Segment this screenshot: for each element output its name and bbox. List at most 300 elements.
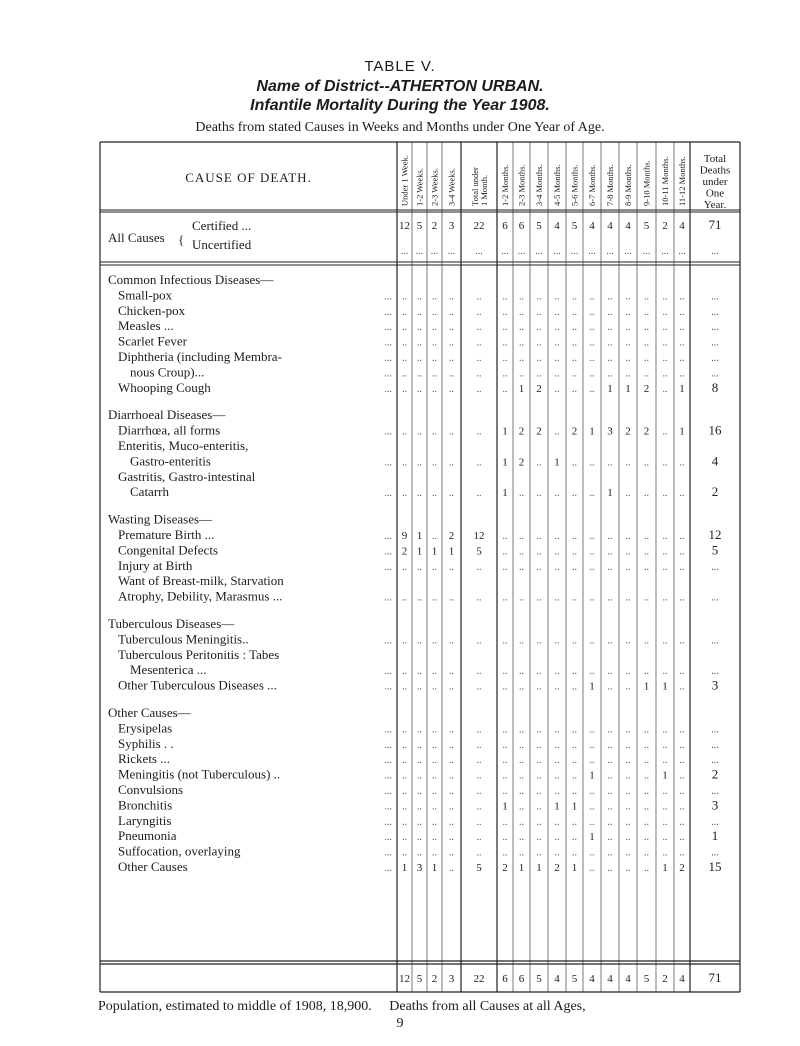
cause-label: Other Tuberculous Diseases ... [118, 677, 277, 693]
empty-mark: .. [662, 739, 668, 751]
cause-label: Mesenterica ... [130, 662, 207, 678]
age-column-header: 1 Month. [479, 174, 489, 206]
cell-value: 1 [502, 800, 508, 813]
cause-label: Premature Birth ... [118, 527, 215, 542]
empty-mark: .. [449, 488, 454, 500]
empty-mark: .. [519, 635, 524, 647]
empty-mark: .. [589, 863, 595, 874]
empty-mark: .. [502, 561, 508, 573]
cell-value: 1 [502, 425, 508, 438]
empty-mark: .. [417, 847, 422, 859]
leader-dots: ... [384, 666, 392, 678]
empty-mark: .. [644, 786, 649, 797]
empty-mark: .. [554, 546, 560, 558]
empty-mark: .. [644, 291, 649, 303]
empty-mark: .. [662, 592, 668, 604]
empty-mark: .. [679, 337, 685, 349]
cell-value: 2 [571, 425, 578, 438]
empty-mark: .. [589, 739, 595, 751]
total-value: 12 [399, 973, 410, 985]
empty-mark: .. [625, 561, 631, 573]
leader-dots: ... [384, 322, 392, 334]
empty-mark: .. [572, 457, 577, 469]
empty-mark: ... [501, 246, 509, 257]
empty-mark: .. [536, 457, 542, 469]
empty-mark: .. [402, 724, 407, 736]
empty-mark: .. [554, 755, 560, 767]
empty-mark: .. [679, 816, 685, 828]
empty-mark: .. [625, 592, 631, 604]
cell-value: 2 [711, 484, 719, 500]
cause-label: Gastritis, Gastro-intestinal [118, 468, 256, 484]
cell-value: 1 [502, 487, 508, 500]
all-causes-value: 6 [502, 220, 508, 232]
empty-mark: ... [711, 666, 719, 678]
cell-value: 2 [711, 766, 719, 782]
cause-label: Tuberculous Meningitis.. [118, 631, 249, 647]
cell-value: 2 [536, 382, 542, 395]
all-causes-value: 5 [571, 220, 578, 232]
empty-mark: .. [476, 739, 482, 751]
all-causes-value: 5 [416, 220, 423, 232]
empty-mark: .. [536, 681, 542, 693]
empty-mark: .. [417, 291, 422, 303]
empty-mark: .. [679, 801, 685, 813]
total-value: 5 [416, 973, 423, 985]
empty-mark: .. [662, 666, 668, 678]
empty-mark: .. [476, 426, 482, 438]
empty-mark: .. [449, 681, 454, 693]
empty-mark: .. [662, 383, 668, 395]
empty-mark: .. [519, 353, 524, 364]
empty-mark: .. [402, 635, 407, 647]
empty-mark: .. [625, 801, 631, 813]
empty-mark: .. [625, 770, 631, 782]
empty-mark: .. [554, 531, 560, 542]
cause-label: Diphtheria (including Membra- [118, 349, 282, 364]
cell-value: 1 [571, 800, 578, 813]
empty-mark: .. [662, 426, 668, 438]
empty-mark: .. [572, 488, 577, 500]
empty-mark: .. [536, 739, 542, 751]
leader-dots: ... [384, 291, 392, 303]
leader-dots: ... [384, 368, 392, 380]
empty-mark: .. [607, 832, 613, 844]
empty-mark: .. [607, 546, 613, 558]
empty-mark: .. [662, 291, 668, 303]
empty-mark: .. [417, 426, 422, 438]
empty-mark: .. [432, 368, 437, 380]
empty-mark: .. [679, 666, 685, 678]
empty-mark: .. [644, 322, 649, 334]
empty-mark: .. [554, 291, 560, 303]
empty-mark: .. [589, 755, 595, 767]
empty-mark: .. [554, 786, 560, 797]
empty-mark: .. [625, 635, 631, 647]
leader-dots: ... [384, 786, 392, 797]
district-dash: -- [379, 78, 390, 95]
empty-mark: ... [447, 246, 456, 257]
empty-mark: .. [589, 546, 595, 558]
empty-mark: .. [536, 306, 542, 318]
empty-mark: .. [402, 561, 407, 573]
leader-dots: ... [384, 592, 392, 604]
cause-label: Gastro-enteritis [130, 453, 211, 469]
empty-mark: .. [644, 739, 649, 751]
cause-label: Congenital Defects [118, 542, 218, 558]
empty-mark: .. [679, 770, 685, 782]
leader-dots: ... [384, 383, 392, 395]
empty-mark: .. [432, 801, 437, 813]
empty-mark: .. [449, 457, 454, 469]
empty-mark: .. [536, 337, 542, 349]
empty-mark: .. [662, 786, 668, 797]
empty-mark: .. [402, 291, 407, 303]
cell-value: 1 [607, 382, 613, 395]
empty-mark: ... [711, 368, 719, 380]
cell-value: 1 [401, 862, 408, 874]
group-heading: Common Infectious Diseases— [108, 272, 274, 287]
empty-mark: .. [554, 770, 560, 782]
empty-mark: .. [662, 322, 668, 334]
cell-value: 5 [476, 862, 482, 874]
empty-mark: .. [449, 291, 454, 303]
empty-mark: .. [417, 322, 422, 334]
empty-mark: .. [662, 635, 668, 647]
empty-mark: .. [607, 531, 613, 542]
empty-mark: .. [476, 337, 482, 349]
empty-mark: .. [625, 832, 631, 844]
cause-label: Suffocation, overlaying [118, 843, 241, 859]
empty-mark: ... [711, 786, 719, 797]
empty-mark: .. [572, 368, 577, 380]
empty-mark: .. [644, 770, 649, 782]
cell-value: 1 [625, 382, 631, 395]
empty-mark: .. [662, 337, 668, 349]
empty-mark: .. [607, 724, 613, 736]
empty-mark: .. [449, 368, 454, 380]
empty-mark: .. [625, 681, 631, 693]
all-causes-value: 6 [518, 220, 525, 232]
empty-mark: .. [432, 832, 437, 844]
certified-label: Certified ... [192, 218, 252, 233]
empty-mark: .. [476, 832, 482, 844]
empty-mark: .. [476, 801, 482, 813]
cell-value: 1 [554, 800, 560, 813]
cell-value: 2 [536, 425, 542, 438]
empty-mark: .. [662, 457, 668, 469]
empty-mark: .. [417, 739, 422, 751]
empty-mark: .. [417, 592, 422, 604]
empty-mark: .. [432, 724, 437, 736]
empty-mark: .. [625, 457, 631, 469]
empty-mark: .. [607, 457, 613, 469]
empty-mark: .. [476, 770, 482, 782]
empty-mark: .. [572, 531, 577, 542]
cell-value: 3 [711, 797, 719, 813]
empty-mark: .. [417, 801, 422, 813]
empty-mark: .. [625, 353, 631, 364]
empty-mark: ... [570, 246, 579, 257]
leader-dots: ... [384, 353, 392, 364]
empty-mark: ... [606, 246, 614, 257]
empty-mark: .. [554, 561, 560, 573]
empty-mark: .. [536, 770, 542, 782]
cell-value: 2 [643, 425, 650, 438]
leader-dots: ... [384, 681, 392, 693]
cell-value: 1 [711, 828, 719, 844]
cell-value: 1 [448, 545, 455, 558]
cause-label: Whooping Cough [118, 379, 211, 395]
leader-dots: ... [384, 488, 392, 500]
empty-mark: .. [449, 561, 454, 573]
empty-mark: .. [662, 755, 668, 767]
empty-mark: .. [502, 368, 508, 380]
empty-mark: .. [625, 786, 631, 797]
empty-mark: .. [625, 863, 631, 874]
cause-label: Want of Breast-milk, Starvation [118, 573, 284, 589]
empty-mark: .. [679, 531, 685, 542]
empty-mark: .. [536, 291, 542, 303]
empty-mark: .. [572, 755, 577, 767]
total-column-header: Total [703, 153, 727, 165]
total-value: 5 [643, 973, 650, 985]
total-value: 4 [625, 973, 631, 985]
empty-mark: .. [662, 531, 668, 542]
empty-mark: ... [711, 561, 719, 573]
empty-mark: .. [679, 457, 685, 469]
cell-value: 2 [448, 530, 455, 542]
all-causes-value: 5 [536, 220, 542, 232]
empty-mark: .. [536, 635, 542, 647]
empty-mark: .. [432, 383, 437, 395]
empty-mark: .. [476, 724, 482, 736]
cell-value: 1 [536, 862, 542, 874]
all-causes-value: 4 [554, 220, 560, 232]
empty-mark: .. [519, 561, 524, 573]
empty-mark: .. [679, 306, 685, 318]
empty-mark: .. [449, 353, 454, 364]
empty-mark: .. [476, 786, 482, 797]
table-footer [98, 999, 586, 1015]
empty-mark: .. [662, 801, 668, 813]
empty-mark: .. [589, 383, 595, 395]
empty-mark: .. [679, 353, 685, 364]
cell-value: 1 [643, 680, 650, 693]
empty-mark: .. [432, 755, 437, 767]
empty-mark: ... [711, 635, 719, 647]
empty-mark: .. [572, 770, 577, 782]
total-column-header: Deaths [699, 164, 731, 177]
cell-value: 1 [571, 862, 578, 874]
empty-mark: .. [572, 353, 577, 364]
total-column-header: under [702, 176, 728, 188]
empty-mark: ... [400, 246, 409, 257]
empty-mark: .. [536, 786, 542, 797]
empty-mark: .. [519, 724, 524, 736]
cause-label: Convulsions [118, 782, 184, 797]
table-subheading: Deaths from stated Causes in Weeks and Months under One Year of Age. [195, 120, 605, 135]
cause-label: Rickets ... [118, 751, 170, 767]
leader-dots: ... [384, 546, 392, 558]
empty-mark: .. [417, 368, 422, 380]
empty-mark: .. [402, 457, 407, 469]
empty-mark: .. [625, 322, 631, 334]
empty-mark: .. [662, 546, 668, 558]
empty-mark: .. [589, 322, 595, 334]
empty-mark: .. [417, 488, 422, 500]
empty-mark: .. [449, 383, 454, 395]
empty-mark: .. [449, 322, 454, 334]
empty-mark: ... [711, 246, 719, 257]
empty-mark: .. [476, 291, 482, 303]
empty-mark: .. [402, 488, 407, 500]
empty-mark: .. [432, 337, 437, 349]
empty-mark: .. [679, 561, 685, 573]
empty-mark: .. [572, 724, 577, 736]
cell-value: 1 [679, 425, 685, 438]
empty-mark: .. [607, 666, 613, 678]
leader-dots: ... [384, 801, 392, 813]
empty-mark: .. [589, 592, 595, 604]
empty-mark: .. [554, 337, 560, 349]
cause-label: Enteritis, Muco-enteritis, [118, 438, 249, 453]
all-causes-value: 4 [607, 220, 613, 232]
empty-mark: .. [536, 801, 542, 813]
empty-mark: .. [402, 426, 407, 438]
cell-value: 1 [518, 382, 525, 395]
cell-value: 5 [476, 545, 482, 558]
cell-value: 2 [401, 545, 408, 558]
empty-mark: .. [417, 666, 422, 678]
empty-mark: .. [502, 755, 508, 767]
empty-mark: .. [572, 832, 577, 844]
empty-mark: .. [572, 291, 577, 303]
leader-dots: ... [384, 863, 392, 874]
empty-mark: .. [644, 755, 649, 767]
empty-mark: .. [536, 724, 542, 736]
empty-mark: .. [607, 368, 613, 380]
empty-mark: .. [625, 337, 631, 349]
empty-mark: ... [642, 246, 651, 257]
cell-value: 2 [554, 862, 560, 874]
empty-mark: .. [502, 306, 508, 318]
empty-mark: .. [662, 306, 668, 318]
empty-mark: ... [711, 337, 719, 349]
empty-mark: .. [679, 546, 685, 558]
age-column-header: 3-4 Weeks. [446, 168, 457, 206]
empty-mark: .. [519, 531, 524, 542]
empty-mark: .. [449, 847, 454, 859]
empty-mark: .. [519, 666, 524, 678]
empty-mark: .. [502, 724, 508, 736]
empty-mark: .. [519, 816, 524, 828]
empty-mark: .. [402, 770, 407, 782]
empty-mark: .. [449, 801, 454, 813]
empty-mark: .. [644, 531, 649, 542]
empty-mark: .. [476, 561, 482, 573]
empty-mark: .. [679, 368, 685, 380]
age-column-header: 2-3 Months. [516, 164, 527, 206]
all-causes-value: 3 [448, 220, 455, 232]
empty-mark: .. [607, 801, 613, 813]
empty-mark: ... [588, 246, 596, 257]
empty-mark: ... [624, 246, 632, 257]
empty-mark: .. [554, 368, 560, 380]
empty-mark: .. [644, 353, 649, 364]
empty-mark: .. [502, 786, 508, 797]
empty-mark: .. [589, 847, 595, 859]
empty-mark: .. [402, 681, 407, 693]
leader-dots: ... [384, 832, 392, 844]
empty-mark: .. [554, 681, 560, 693]
empty-mark: .. [402, 755, 407, 767]
empty-mark: .. [625, 816, 631, 828]
empty-mark: ... [475, 246, 483, 257]
empty-mark: .. [644, 368, 649, 380]
total-value: 4 [589, 973, 595, 985]
empty-mark: .. [476, 592, 482, 604]
all-causes-value: 4 [589, 220, 595, 232]
leader-dots: ... [384, 755, 392, 767]
empty-mark: .. [476, 635, 482, 647]
cell-value: 9 [401, 530, 408, 542]
leader-dots: ... [384, 847, 392, 859]
district-name: ATHERTON URBAN. [389, 78, 544, 95]
empty-mark: ... [661, 246, 669, 257]
uncertified-label: Uncertified [192, 237, 252, 252]
group-heading: Tuberculous Diseases— [108, 616, 235, 631]
empty-mark: .. [536, 353, 542, 364]
empty-mark: .. [607, 755, 613, 767]
all-causes-value: 4 [679, 220, 685, 232]
empty-mark: .. [519, 337, 524, 349]
empty-mark: .. [644, 832, 649, 844]
empty-mark: .. [644, 724, 649, 736]
brace: { [178, 232, 185, 247]
table-heading: Infantile Mortality During the Year 1908. [250, 97, 550, 114]
cause-label: Syphilis . . [118, 735, 174, 751]
empty-mark: .. [449, 816, 454, 828]
leader-dots: ... [384, 770, 392, 782]
empty-mark: .. [417, 383, 422, 395]
empty-mark: .. [402, 832, 407, 844]
cell-value: 5 [711, 542, 719, 558]
total-value: 71 [708, 970, 722, 985]
empty-mark: .. [402, 383, 407, 395]
empty-mark: .. [432, 592, 437, 604]
empty-mark: .. [519, 739, 524, 751]
cell-value: 1 [431, 862, 438, 874]
empty-mark: .. [572, 739, 577, 751]
empty-mark: .. [679, 681, 685, 693]
empty-mark: .. [679, 786, 685, 797]
empty-mark: .. [502, 832, 508, 844]
empty-mark: .. [402, 739, 407, 751]
cell-value: 2 [679, 862, 685, 874]
empty-mark: .. [402, 337, 407, 349]
empty-mark: ... [711, 755, 719, 767]
empty-mark: .. [554, 322, 560, 334]
total-value: 5 [536, 973, 542, 985]
group-heading: Wasting Diseases— [108, 511, 213, 527]
empty-mark: .. [662, 847, 668, 859]
empty-mark: .. [519, 291, 524, 303]
age-column-header: 11-12 Months. [677, 156, 687, 206]
empty-mark: .. [449, 666, 454, 678]
empty-mark: .. [449, 770, 454, 782]
all-causes-value: 12 [399, 220, 410, 232]
